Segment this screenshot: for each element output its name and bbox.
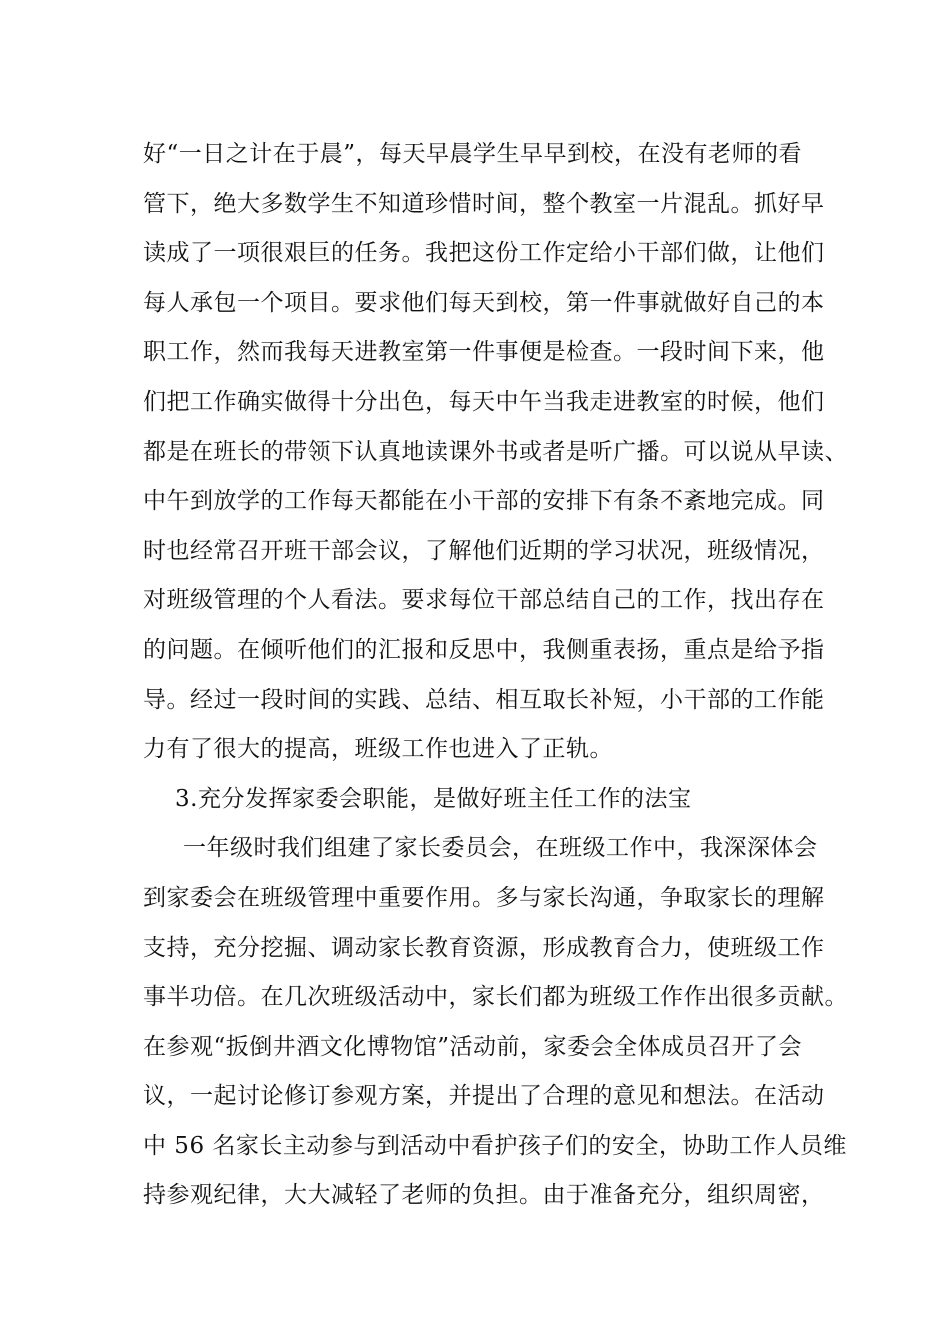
text-line: 对班级管理的个人看法。要求每位干部总结自己的工作，找出存在 [143,587,825,614]
text-line: 持参观纪律，大大减轻了老师的负担。由于准备充分，组织周密， [143,1182,825,1209]
text-line: 到家委会在班级管理中重要作用。多与家长沟通，争取家长的理解 [143,884,825,911]
text-line: 支持，充分挖掘、调动家长教育资源，形成教育合力，使班级工作 [143,934,825,961]
text-line: 们把工作确实做得十分出色，每天中午当我走进教室的时候，他们 [143,388,825,415]
text-line: 中 56 名家长主动参与到活动中看护孩子们的安全，协助工作人员维 [143,1132,847,1159]
paragraph-first-line: 一年级时我们组建了家长委员会，在班级工作中，我深深体会 [183,835,818,862]
section-heading: 3.充分发挥家委会职能，是做好班主任工作的法宝 [175,785,692,812]
text-line: 事半功倍。在几次班级活动中，家长们都为班级工作作出很多贡献。 [143,984,848,1011]
text-line: 每人承包一个项目。要求他们每天到校，第一件事就做好自己的本 [143,289,825,316]
text-line: 都是在班长的带领下认真地读课外书或者是听广播。可以说从早读、 [143,438,848,465]
text-line: 读成了一项很艰巨的任务。我把这份工作定给小干部们做，让他们 [143,240,825,267]
text-line: 中午到放学的工作每天都能在小干部的安排下有条不紊地完成。同 [143,488,825,515]
text-line: 力有了很大的提高，班级工作也进入了正轨。 [143,736,613,763]
text-line: 在参观“扳倒井酒文化博物馆”活动前，家委会全体成员召开了会 [143,1033,803,1060]
text-line: 时也经常召开班干部会议，了解他们近期的学习状况，班级情况， [143,537,825,564]
text-line: 导。经过一段时间的实践、总结、相互取长补短，小干部的工作能 [143,686,825,713]
text-line: 好“一日之计在于晨”，每天早晨学生早早到校，在没有老师的看 [143,141,803,167]
text-line: 议，一起讨论修订参观方案，并提出了合理的意见和想法。在活动 [143,1083,825,1110]
text-line: 的问题。在倾听他们的汇报和反思中，我侧重表扬，重点是给予指 [143,636,825,663]
body-text [143,130,848,1221]
text-line: 管下，绝大多数学生不知道珍惜时间，整个教室一片混乱。抓好早 [143,190,825,217]
text-line: 职工作，然而我每天进教室第一件事便是检查。一段时间下来，他 [143,339,825,366]
